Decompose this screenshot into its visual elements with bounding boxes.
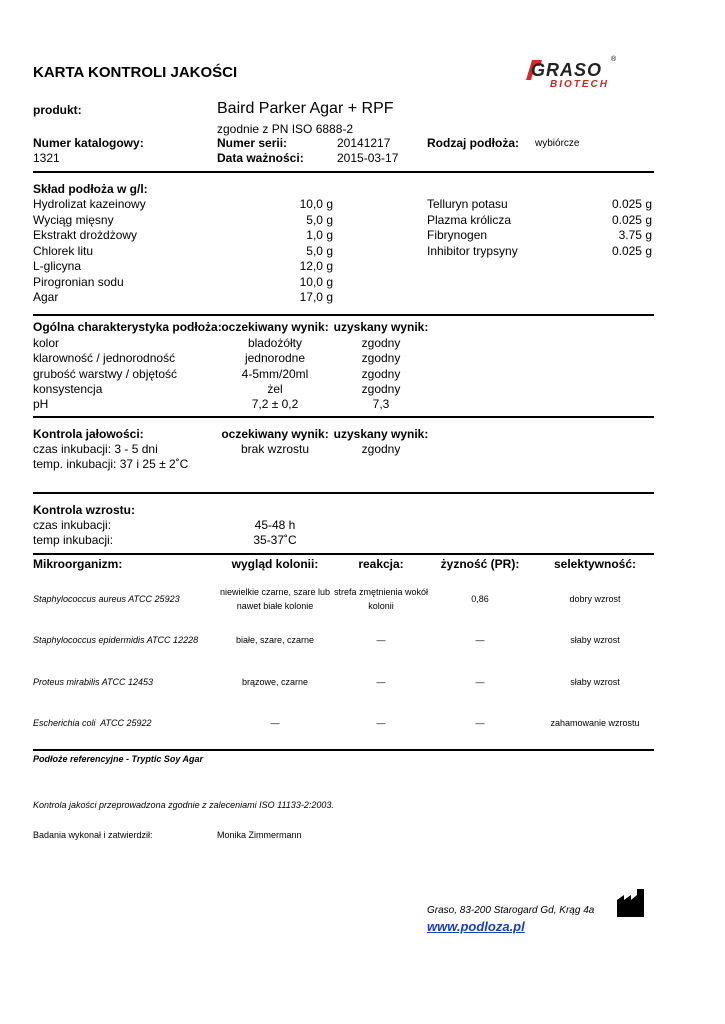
microorganism-species: Escherichia coli	[33, 718, 96, 728]
ingredient-amount: 12,0 g	[299, 259, 333, 273]
composition-heading: Skład podłoża w g/l:	[33, 182, 148, 196]
catalog-label: Numer katalogowy:	[33, 136, 144, 150]
characteristic-expected: 4-5mm/20ml	[241, 366, 309, 381]
characteristic-obtained: zgodny	[361, 366, 401, 381]
graso-logo-text: GRASO	[531, 60, 603, 80]
expected-result-header: oczekiwany wynik:	[221, 320, 329, 334]
microorganism-name	[33, 675, 153, 689]
growth-heading: Kontrola wzrostu:	[33, 503, 135, 517]
microorganism-species: Staphylococcus epidermidis	[33, 635, 145, 645]
series-label: Numer serii:	[217, 136, 288, 150]
growth-temp-label: temp inkubacji:	[33, 533, 114, 547]
supplement-name: Inhibitor trypsyny	[427, 243, 518, 258]
characteristics-heading: Ogólna charakterystyka podłoża:	[33, 320, 222, 334]
micro-column-header: selektywność:	[553, 557, 637, 571]
obtained-result-header: uzyskany wynik:	[333, 320, 429, 334]
productivity-ratio: —	[475, 635, 485, 645]
colony-appearance: —	[270, 718, 280, 728]
productivity-ratio: —	[475, 677, 485, 687]
characteristic-name: kolor	[33, 336, 60, 350]
ingredient-amount: 10,0 g	[299, 274, 333, 289]
sterility-obtained-value: zgodny	[361, 442, 401, 456]
characteristic-name: klarowność / jednorodność	[33, 351, 176, 366]
medium-type-value: wybiórcze	[535, 138, 580, 149]
product-norm: zgodnie z PN ISO 6888-2	[217, 122, 354, 136]
ingredient-name: Ekstrakt drożdżowy	[33, 228, 138, 242]
microorganism-name	[33, 716, 152, 730]
selectivity-value: zahamowanie wzrostu	[550, 718, 640, 728]
colony-appearance: niewielkie czarne, szare lub nawet białe kolonie	[219, 587, 331, 611]
ingredient-name: Agar	[33, 290, 59, 304]
divider	[33, 416, 654, 418]
ingredient-name: Pirogronian sodu	[33, 274, 124, 289]
characteristic-expected: żel	[267, 381, 283, 396]
selectivity-value: słaby wzrost	[570, 677, 620, 687]
microorganism-strain: ATCC 25922	[95, 718, 152, 728]
signed-name: Monika Zimmermann	[217, 830, 302, 840]
company-address: Graso, 83-200 Starogard Gd, Krąg 4a	[427, 905, 595, 916]
graso-logo	[522, 56, 618, 92]
website-link[interactable]: www.podloza.pl	[427, 919, 525, 934]
divider	[33, 553, 654, 555]
reaction-value: —	[376, 677, 386, 687]
supplement-amount: 0.025 g	[611, 212, 652, 227]
micro-column-header: żyzność (PR):	[440, 557, 520, 571]
growth-time-value: 45-48 h	[254, 518, 296, 532]
reaction-value: —	[376, 635, 386, 645]
ingredient-amount: 10,0 g	[299, 197, 333, 211]
sterility-incubation-temp: temp. inkubacji: 37 i 25 ± 2˚C	[33, 457, 189, 471]
ingredient-amount: 5,0 g	[306, 212, 333, 227]
ingredient-name: Chlorek litu	[33, 243, 94, 258]
supplement-amount: 3.75 g	[618, 228, 652, 242]
supplement-name: Telluryn potasu	[427, 197, 508, 211]
ingredient-amount: 1,0 g	[306, 228, 333, 242]
microorganism-strain: ATCC 12228	[144, 635, 199, 645]
supplement-amount: 0.025 g	[611, 243, 652, 258]
characteristic-name: konsystencja	[33, 381, 103, 396]
sterility-incubation-time: czas inkubacji: 3 - 5 dni	[33, 442, 158, 456]
product-label: produkt:	[33, 103, 82, 117]
divider	[33, 492, 654, 494]
series-value: 20141217	[337, 136, 391, 150]
characteristic-obtained: zgodny	[361, 351, 401, 366]
divider	[33, 171, 654, 173]
iso-note: Kontrola jakości przeprowadzona zgodnie z zaleceniami ISO 11133-2:2003.	[33, 800, 334, 810]
characteristic-obtained: 7,3	[372, 397, 390, 412]
productivity-ratio: —	[475, 718, 485, 728]
microorganism-species: Proteus mirabilis	[33, 677, 100, 687]
graso-logo-subtext: BIOTECH	[550, 79, 609, 90]
micro-column-header: Mikroorganizm:	[33, 557, 123, 571]
registered-mark: ®	[611, 56, 617, 63]
ingredient-name: L-glicyna	[33, 259, 82, 273]
expiry-label: Data ważności:	[217, 151, 304, 165]
supplement-name: Plazma królicza	[427, 212, 512, 227]
supplement-amount: 0.025 g	[611, 197, 652, 211]
characteristic-name: pH	[33, 397, 49, 412]
characteristic-expected: 7,2 ± 0,2	[251, 397, 299, 412]
medium-type-label: Rodzaj podłoża:	[427, 136, 519, 150]
colony-appearance: białe, szare, czarne	[235, 635, 315, 645]
growth-temp-value: 35-37˚C	[253, 533, 297, 547]
document-title: KARTA KONTROLI JAKOŚCI	[33, 64, 238, 81]
signed-label: Badania wykonał i zatwierdził:	[33, 830, 153, 840]
ingredient-amount: 5,0 g	[306, 243, 333, 258]
growth-time-label: czas inkubacji:	[33, 518, 112, 532]
ingredient-amount: 17,0 g	[299, 290, 333, 304]
characteristic-obtained: zgodny	[361, 336, 401, 350]
ingredient-name: Hydrolizat kazeinowy	[33, 197, 146, 211]
expiry-value: 2015-03-17	[337, 151, 399, 165]
divider	[33, 314, 654, 316]
characteristic-obtained: zgodny	[361, 381, 401, 396]
characteristic-expected: bladożółty	[247, 336, 303, 350]
divider	[33, 749, 654, 751]
colony-appearance: brązowe, czarne	[241, 677, 309, 687]
selectivity-value: dobry wzrost	[569, 594, 621, 604]
reference-medium: Podłoże referencyjne - Tryptic Soy Agar	[33, 754, 204, 764]
microorganism-species: Staphylococcus aureus ATCC 25923	[33, 594, 180, 604]
supplement-name: Fibrynogen	[427, 228, 488, 242]
sterility-expected-value: brak wzrostu	[240, 442, 310, 456]
ingredient-name: Wyciąg mięsny	[33, 212, 114, 227]
reaction-value: strefa zmętnienia wokół kolonii	[333, 587, 429, 611]
reaction-value: —	[376, 718, 386, 728]
characteristic-expected: jednorodne	[244, 351, 306, 366]
microorganism-strain: ATCC 12453	[99, 677, 154, 687]
manufacturer-icon	[616, 888, 646, 918]
micro-column-header: reakcja:	[358, 557, 404, 571]
characteristic-name: grubość warstwy / objętość	[33, 366, 178, 381]
sterility-obtained-header: uzyskany wynik:	[333, 427, 429, 441]
microorganism-name	[33, 633, 198, 647]
product-name: Baird Parker Agar + RPF	[217, 100, 394, 117]
catalog-value: 1321	[33, 151, 60, 165]
sterility-heading: Kontrola jałowości:	[33, 427, 144, 441]
micro-column-header: wygląd kolonii:	[231, 557, 319, 571]
selectivity-value: słaby wzrost	[570, 635, 620, 645]
productivity-ratio: 0,86	[471, 594, 489, 604]
microorganism-name	[33, 592, 180, 606]
sterility-expected-header: oczekiwany wynik:	[221, 427, 329, 441]
